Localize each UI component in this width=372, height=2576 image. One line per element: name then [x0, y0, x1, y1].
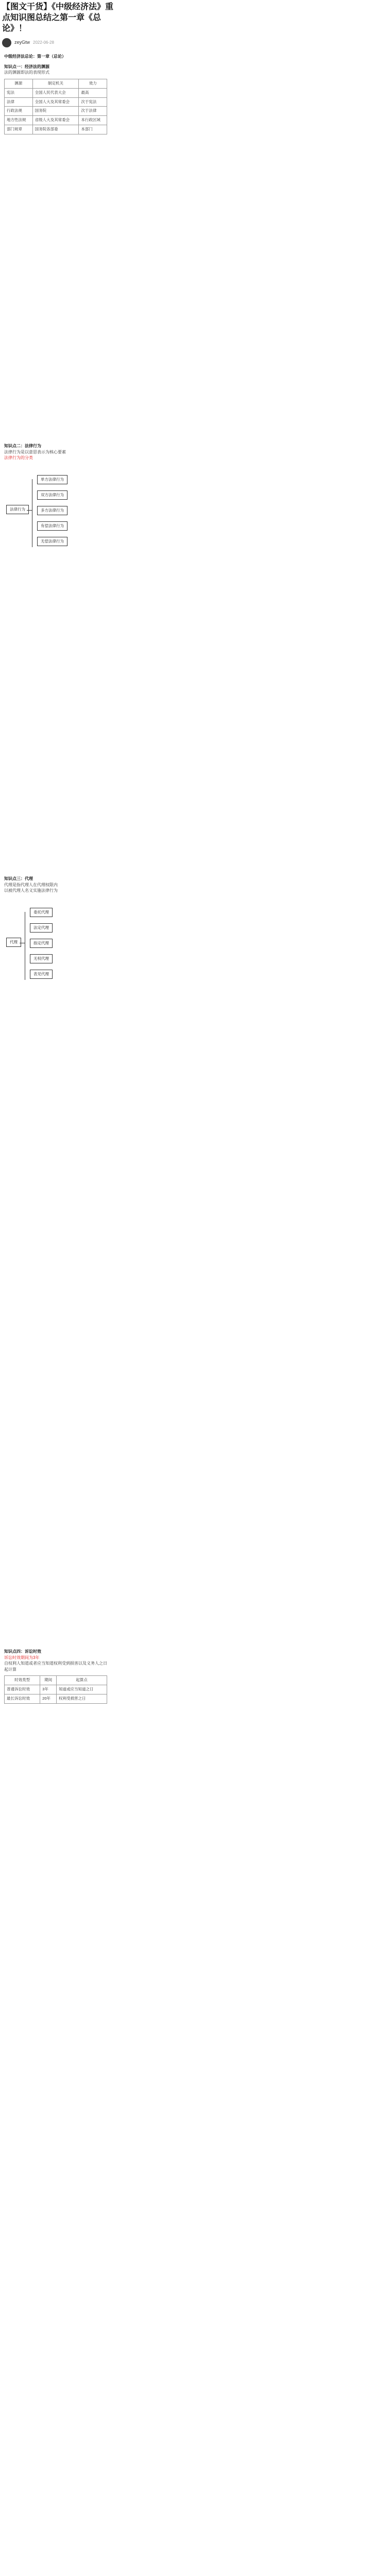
table-cell: 20年 [40, 1694, 57, 1704]
table-cell: 法律 [5, 97, 33, 107]
table-cell: 普通诉讼时效 [5, 1685, 40, 1694]
author-row [2, 38, 54, 47]
diagram-node: 无偿法律行为 [37, 537, 67, 546]
section-heading: 知识点三：代理 [4, 876, 33, 881]
table-cell: 权利受损害之日 [56, 1694, 107, 1704]
diagram-node: 法定代理 [30, 923, 53, 933]
table-header-row [5, 1676, 107, 1685]
section-line: 自权利人知道或者应当知道权利受到损害以及义务人之日起计算 [4, 1661, 107, 1672]
diagram-connector [27, 510, 32, 511]
section-heading: 知识点二：法律行为 [4, 444, 41, 448]
table-header-cell: 期间 [40, 1676, 57, 1685]
section-line: 法律行为的分类 [4, 455, 33, 461]
table-cell: 次于宪法 [79, 97, 107, 107]
section-heading: 知识点一：经济法的渊源 [4, 64, 49, 69]
table-cell: 宪法 [5, 88, 33, 97]
content-column [4, 54, 107, 134]
section-line: 法的渊源即法的表现形式 [4, 70, 49, 75]
diagram-node: 无权代理 [30, 954, 53, 963]
diagram-node: 有偿法律行为 [37, 521, 67, 531]
diagram-node: 多方法律行为 [37, 506, 67, 515]
diagram-center: 法律行为 [6, 505, 29, 514]
section-line: 代理是指代理人在代理权限内 [4, 882, 58, 887]
table-cell: 国务院各部委 [32, 125, 79, 134]
table-cell: 地方性法规 [5, 116, 33, 125]
table-row [5, 1685, 107, 1694]
section-line: 诉讼时效期间为3年 [4, 1655, 40, 1660]
limitation-table [4, 1675, 107, 1704]
chapter-heading: 中级经济法总论：第一章（总论） [4, 54, 66, 59]
table-row [5, 116, 107, 125]
diagram-agency [4, 907, 117, 984]
article-title: 【图文干货】《中级经济法》重点知识图总结之第一章《总论》！ [2, 3, 114, 33]
section-heading: 知识点四：诉讼时效 [4, 1649, 41, 1654]
table-cell: 部门规章 [5, 125, 33, 134]
table-cell: 次于法律 [79, 107, 107, 116]
avatar[interactable] [2, 38, 11, 47]
diagram-node: 单方法律行为 [37, 475, 67, 484]
table-cell: 省级人大及其常委会 [32, 116, 79, 125]
table-cell: 最高 [79, 88, 107, 97]
author-meta: 2022-06-28 [33, 40, 54, 45]
table-cell: 3年 [40, 1685, 57, 1694]
table-header-cell: 渊源 [5, 79, 33, 88]
table-cell: 最长诉讼时效 [5, 1694, 40, 1704]
table-cell: 本部门 [79, 125, 107, 134]
section-2 [4, 443, 107, 461]
table-header-cell: 起算点 [56, 1676, 107, 1685]
table-cell: 全国人民代表大会 [32, 88, 79, 97]
section-1 [4, 64, 107, 76]
sources-table [4, 79, 107, 134]
author-name[interactable]: zeyGtw [14, 40, 30, 45]
diagram-node: 表见代理 [30, 970, 53, 979]
table-cell: 知道或应当知道之日 [56, 1685, 107, 1694]
table-header-cell: 效力 [79, 79, 107, 88]
table-header-row [5, 79, 107, 88]
table-row [5, 1694, 107, 1704]
table-cell: 全国人大及其常委会 [32, 97, 79, 107]
diagram-legal-acts [4, 474, 117, 551]
section-line: 法律行为是以意思表示为核心要素 [4, 449, 66, 454]
section-3 [4, 876, 107, 894]
diagram-node: 指定代理 [30, 939, 53, 948]
table-cell: 行政法规 [5, 107, 33, 116]
table-header-cell: 制定机关 [32, 79, 79, 88]
table-row [5, 107, 107, 116]
diagram-node: 委托代理 [30, 908, 53, 917]
table-cell: 国务院 [32, 107, 79, 116]
table-header-cell: 时效类型 [5, 1676, 40, 1685]
table-row [5, 88, 107, 97]
section-4 [4, 1649, 107, 1704]
diagram-node: 双方法律行为 [37, 490, 67, 500]
table-row [5, 97, 107, 107]
section-line: 以被代理人名义实施法律行为 [4, 888, 58, 893]
article-header [2, 2, 121, 34]
table-row [5, 125, 107, 134]
diagram-center: 代理 [6, 938, 21, 947]
table-cell: 本行政区域 [79, 116, 107, 125]
